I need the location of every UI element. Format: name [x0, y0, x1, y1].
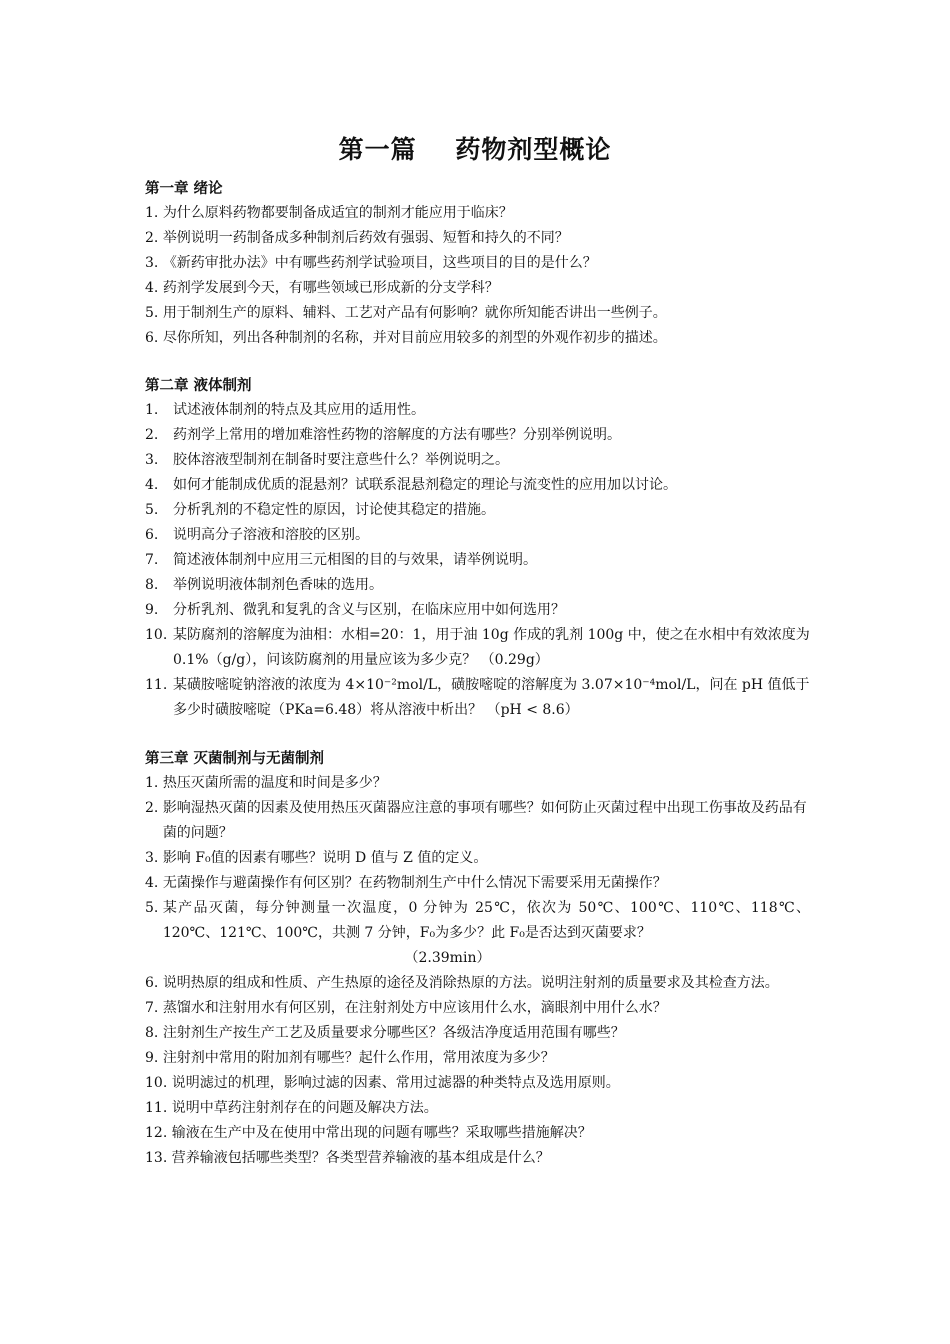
item-text: 举例说明一药制备成多种制剂后药效有强弱、短暂和持久的不同？: [162, 230, 569, 246]
list-item: [145, 871, 810, 896]
item-number: 5.: [145, 900, 163, 916]
item-text: 说明中草药注射剂存在的问题及解决方法。: [171, 1100, 438, 1116]
item-number: 2.: [145, 230, 163, 246]
item-text: 无菌操作与避菌操作有何区别？在药物制剂生产中什么情况下需要采用无菌操作？: [162, 875, 667, 891]
item-text: 影响 F₀值的因素有哪些？说明 D 值与 Z 值的定义。: [162, 850, 488, 866]
item-text: 药剂学上常用的增加难溶性药物的溶解度的方法有哪些？分别举例说明。: [173, 427, 621, 443]
item-number: 5.: [145, 305, 163, 321]
item-text: 说明滤过的机理，影响过滤的因素、常用过滤器的种类特点及选用原则。: [171, 1075, 620, 1091]
list-item: [145, 971, 810, 996]
item-number: 11.: [145, 677, 168, 693]
item-number: 1.: [145, 402, 159, 418]
item-text: 说明高分子溶液和溶胶的区别。: [173, 527, 369, 543]
list-item: [145, 573, 810, 598]
chapter-heading: 第一章 绪论: [145, 180, 223, 197]
item-text: 举例说明液体制剂色香味的选用。: [173, 577, 383, 593]
chapter-1: [145, 176, 810, 351]
item-text: 注射剂中常用的附加剂有哪些？起什么作用，常用浓度为多少？: [162, 1050, 555, 1066]
item-number: 3.: [145, 850, 163, 866]
item-number: 3.: [145, 255, 163, 271]
item-text: 简述液体制剂中应用三元相图的目的与效果，请举例说明。: [173, 552, 537, 568]
item-number: 13.: [145, 1150, 172, 1166]
item-number: 2.: [145, 800, 163, 816]
list-item: [145, 771, 810, 796]
list-item: [145, 448, 810, 473]
item-text: 营养输液包括哪些类型？各类型营养输液的基本组成是什么？: [171, 1150, 550, 1166]
item-number: 6.: [145, 975, 163, 991]
item-number: 12.: [145, 1125, 172, 1141]
list-item: [145, 523, 810, 548]
item-text: 尽你所知，列出各种制剂的名称，并对目前应用较多的剂型的外观作初步的描述。: [162, 330, 667, 346]
list-item: [145, 1096, 810, 1121]
item-text: 输液在生产中及在使用中常出现的问题有哪些？采取哪些措施解决？: [171, 1125, 592, 1141]
item-number: 8.: [145, 577, 159, 593]
list-item: [145, 1046, 810, 1071]
item-text: 注射剂生产按生产工艺及质量要求分哪些区？各级洁净度适用范围有哪些？: [162, 1025, 625, 1041]
item-number: 4.: [145, 280, 163, 296]
list-item: [145, 301, 810, 326]
item-text: 某产品灭菌，每分钟测量一次温度，0 分钟为 25℃，依次为 50℃、100℃、110℃、118℃、120℃、121℃、100℃，共测 7 分钟，F₀为多少？此 F₀是否达到灭菌要求？: [162, 900, 810, 941]
item-number: 7.: [145, 1000, 163, 1016]
item-text: 胶体溶液型制剂在制备时要注意些什么？举例说明之。: [173, 452, 509, 468]
item-answer: （2.39min）: [404, 950, 491, 966]
list-item: [145, 1121, 810, 1146]
item-text: 为什么原料药物都要制备成适宜的制剂才能应用于临床？: [162, 205, 513, 221]
chapter-heading: 第三章 灭菌制剂与无菌制剂: [145, 750, 325, 767]
item-text: 分析乳剂的不稳定性的原因，讨论使其稳定的措施。: [173, 502, 495, 518]
item-text: 《新药审批办法》中有哪些药剂学试验项目，这些项目的目的是什么？: [162, 255, 597, 271]
item-number: 6.: [145, 527, 159, 543]
item-text: 影响湿热灭菌的因素及使用热压灭菌器应注意的事项有哪些？如何防止灭菌过程中出现工伤事故及药品有菌的问题？: [162, 800, 807, 841]
list-item: [145, 473, 810, 498]
item-text: 某防腐剂的溶解度为油相：水相=20：1，用于油 10g 作成的乳剂 100g 中，使之在水相中有效浓度为 0.1%（g/g），问该防腐剂的用量应该为多少克？ （0.29g）: [173, 627, 810, 668]
list-item: [145, 498, 810, 523]
list-item: [145, 1146, 810, 1171]
list-item: [145, 1071, 810, 1096]
item-number: 7.: [145, 552, 159, 568]
item-number: 1.: [145, 205, 163, 221]
list-item: [145, 673, 810, 723]
item-number: 4.: [145, 875, 163, 891]
list-item: [145, 1021, 810, 1046]
item-text: 用于制剂生产的原料、辅料、工艺对产品有何影响？就你所知能否讲出一些例子。: [162, 305, 667, 321]
item-text: 蒸馏水和注射用水有何区别，在注射剂处方中应该用什么水，滴眼剂中用什么水？: [162, 1000, 667, 1016]
item-text: 分析乳剂、微乳和复乳的含义与区别，在临床应用中如何选用？: [173, 602, 565, 618]
list-item: [145, 423, 810, 448]
item-number: 9.: [145, 1050, 163, 1066]
item-number: 8.: [145, 1025, 163, 1041]
list-item: [145, 398, 810, 423]
list-item: [145, 846, 810, 871]
item-number: 4.: [145, 477, 159, 493]
item-number: 1.: [145, 775, 163, 791]
item-number: 3.: [145, 452, 159, 468]
item-text: 药剂学发展到今天，有哪些领域已形成新的分支学科？: [162, 280, 499, 296]
list-item: [145, 201, 810, 226]
list-item: [145, 896, 810, 946]
list-item: [145, 326, 810, 351]
item-text: 某磺胺嘧啶钠溶液的浓度为 4×10⁻²mol/L，磺胺嘧啶的溶解度为 3.07×10⁻⁴mol/L，问在 pH 值低于多少时磺胺嘧啶（PKa=6.48）将从溶液中析出？ （pH < 8.6）: [173, 677, 810, 718]
item-number: 5.: [145, 502, 159, 518]
item-text: 试述液体制剂的特点及其应用的适用性。: [173, 402, 425, 418]
chapter-3: [145, 746, 810, 1171]
item-number: 9.: [145, 602, 159, 618]
chapter-2: [145, 373, 810, 723]
list-item: [145, 548, 810, 573]
item-text: 热压灭菌所需的温度和时间是多少？: [162, 775, 387, 791]
item-number: 10.: [145, 627, 168, 643]
page-title: 第一篇 药物剂型概论: [338, 135, 612, 164]
item-number: 2.: [145, 427, 159, 443]
item-number: 10.: [145, 1075, 172, 1091]
list-item: [145, 796, 810, 846]
list-item: [145, 276, 810, 301]
item-text: 如何才能制成优质的混悬剂？试联系混悬剂稳定的理论与流变性的应用加以讨论。: [173, 477, 677, 493]
answer-line: [145, 946, 810, 971]
list-item: [145, 251, 810, 276]
list-item: [145, 623, 810, 673]
chapter-heading: 第二章 液体制剂: [145, 377, 252, 394]
item-text: 说明热原的组成和性质、产生热原的途径及消除热原的方法。说明注射剂的质量要求及其检查方法。: [162, 975, 779, 991]
list-item: [145, 996, 810, 1021]
item-number: 11.: [145, 1100, 172, 1116]
list-item: [145, 226, 810, 251]
item-number: 6.: [145, 330, 163, 346]
list-item: [145, 598, 810, 623]
